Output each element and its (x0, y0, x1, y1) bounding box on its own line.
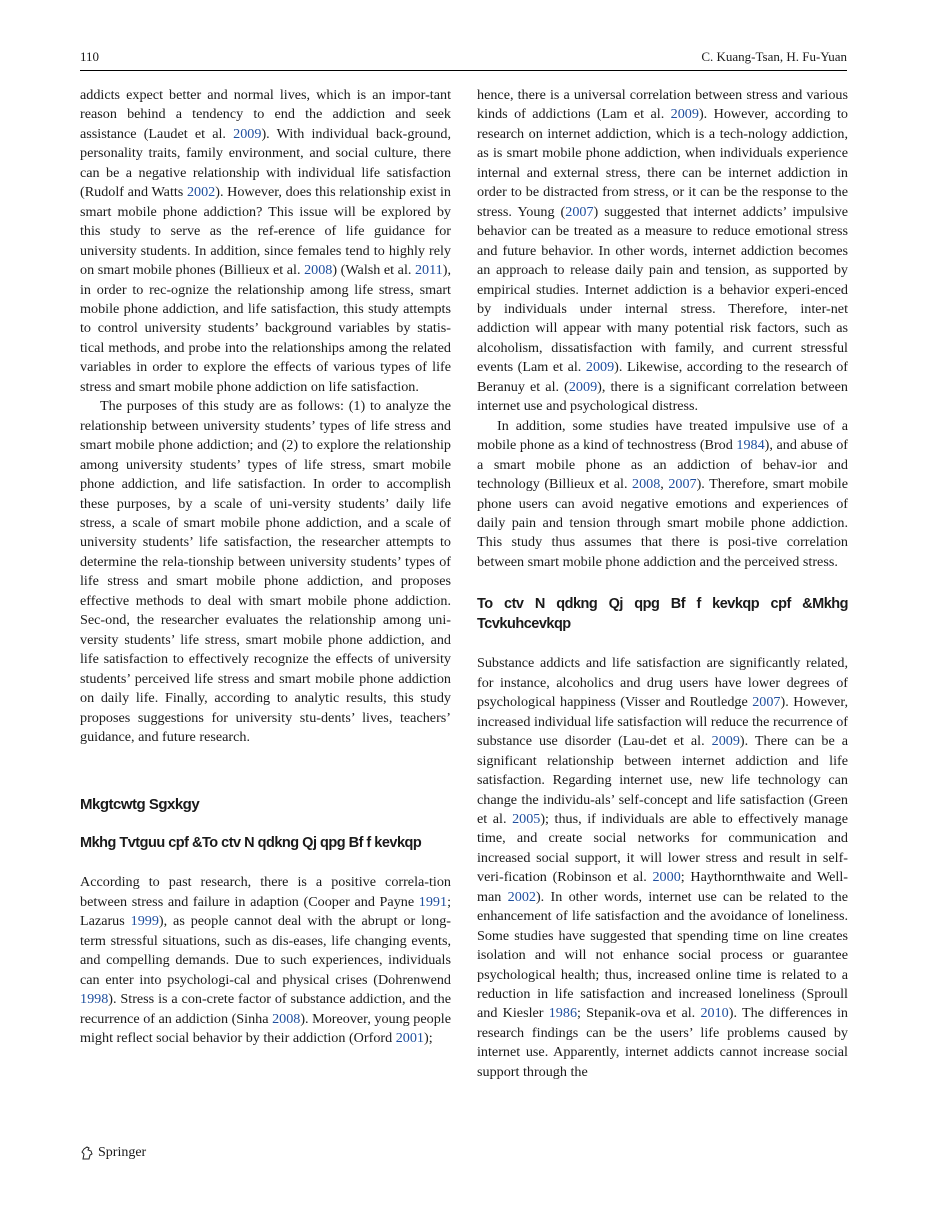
citation-link[interactable]: 2005 (512, 810, 541, 827)
paragraph (80, 397, 451, 747)
citation-link[interactable]: 2002 (507, 888, 536, 905)
citation-link[interactable]: 2010 (700, 1005, 729, 1022)
citation-link[interactable]: 2009 (233, 125, 262, 142)
right-column (477, 86, 848, 1082)
subsection-heading: To ctv N qdkng Qj qpg Bf f kevkqp cpf &Mkhg Tcvkuhcevkqp (477, 596, 848, 633)
paragraph (477, 86, 848, 417)
left-column (80, 86, 451, 1048)
citation-link[interactable]: 2011 (414, 262, 443, 279)
citation-link[interactable]: 1999 (130, 913, 159, 930)
text-run: ). Stress is a con-crete factor of substance addiction, and the recurrence of an addiction (Sinha (80, 991, 451, 1027)
text-run: ; Haythornthwaite and Well-man (477, 869, 848, 905)
paragraph (477, 654, 848, 1082)
text-run: ). With individual back-ground, personality traits, family environment, and social culture, there can be a negative relationship with individual life satisfaction (Rudolf and Watts (80, 125, 451, 201)
text-run: The purposes of this study are as follows: (1) to analyze the relationship between university students’ types of life stress and smart mobile phone addiction; and (2) to explore the relationship among university students’ types of life stress, smart mobile phone addiction, and life satisfaction. In order to accomplish these purposes, by a scale of uni-versity students’ daily life stress, a scale of smart mobile phone addiction, and a scale of university students’ life satisfaction, the researcher attempts to determine the rela-tionship between university students’ types of life stress and smart mobile phone addiction, and proposes effective methods to deal with smart mobile phone addiction. Sec-ond, the researcher evaluates the relationship among uni-versity students’ life stress, smart mobile phone addiction, and life satisfaction to effectively recognize the effects of university students’ perceived life stress and smart mobile phone addiction on daily life. Finally, according to analytic results, this study proposes suggestions for university stu-dents’ lives, teachers’ guidance, and future research. (80, 398, 451, 745)
citation-link[interactable]: 2009 (585, 359, 615, 376)
text-run: ) (Walsh et al. (332, 262, 415, 279)
citation-link[interactable]: 2007 (565, 203, 594, 220)
citation-link[interactable]: 1986 (548, 1005, 578, 1022)
text-run: ). Likewise, according to the research of Beranuy et al. ( (477, 359, 848, 395)
subsection-heading: Mkhg Tvtguu cpf &To ctv N qdkng Qj qpg Bf f kevkqp (80, 835, 422, 852)
paragraph (80, 86, 451, 397)
text-run: ); thus, if individuals are able to effectively manage time, and create social networks for communication and increased social support, it will lower stress and result in self-veri-fication (Robinson et al. (477, 810, 848, 886)
citation-link[interactable]: 2009 (711, 733, 740, 750)
text-run: ; Lazarus (80, 893, 451, 930)
text-run: ). In other words, internet use can be related to the enhancement of life satisfaction and the avoidance of loneliness. Some studies have suggested that spending time on line creates isolation and will not enhance social process or guarantee psychological health; thus, increased online time is related to a reduction in life satisfaction and increased loneliness (Sproull and Kiesler (477, 888, 848, 1022)
citation-link[interactable]: 2001 (395, 1030, 424, 1047)
text-run: In addition, some studies have treated impulsive use of a mobile phone as a kind of technostress (Brod (477, 417, 848, 454)
text-run: ). The differences in research findings can be the users’ life problems caused by internet use. Apparently, internet addicts cannot increase social support through the (477, 1005, 848, 1080)
text-run: ). However, does this relationship exist in smart mobile phone addiction? This issue will be explored by this study to serve as the ref-erence of life guidance for university students. In addition, since females tend to highly rely on smart mobile phones (Billieux et al. (80, 184, 451, 279)
text-run: According to past research, there is a positive correla-tion between stress and failure in adaption (Cooper and Payne (80, 874, 451, 910)
footer (80, 1145, 146, 1161)
text-run: ). Therefore, smart mobile phone users can avoid negative emotions and experiences of daily pain and tension through smart mobile phone addiction. This study thus assumes that there is posi-tive correlation between smart mobile phone addiction and the perceived stress. (477, 476, 848, 570)
text-run: ), there is a significant correlation between internet use and psychological distress. (477, 378, 848, 415)
citation-link[interactable]: 2002 (186, 184, 216, 201)
text-run: Substance addicts and life satisfaction are significantly related, for instance, alcoholics and drug users have lower degrees of psychological happiness (Visser and Routledge (477, 655, 848, 711)
citation-link[interactable]: 2000 (652, 869, 681, 886)
running-authors: C. Kuang-Tsan, H. Fu-Yuan (701, 49, 847, 64)
section-heading: Mkgtcwtg Sgxkgy (80, 796, 200, 814)
citation-link[interactable]: 2008 (632, 476, 661, 493)
citation-link[interactable]: 2008 (272, 1010, 301, 1027)
text-run: ). However, according to research on internet addiction, which is a tech-nology addiction, as is smart mobile phone addiction, when individuals experience internal and external stress, there can be internet addiction in order to be distracted from stress, or it can be the response to the stress. Young ( (477, 106, 848, 220)
text-run: ). Moreover, young people might reflect social behavior by their addiction (Orford (80, 1010, 451, 1047)
citation-link[interactable]: 2008 (304, 262, 333, 279)
text-run: ). There can be a significant relationship between internet addiction and life satisfaction. Regarding internet use, new life technology can change the individu-als’ self-concept and life satisfaction (Green et al. (477, 733, 848, 827)
citation-link[interactable]: 2007 (668, 476, 697, 493)
running-header (80, 48, 847, 71)
text-run: ), as people cannot deal with the abrupt or long-term stressful situations, such as dis-eases, life changing events, and compelling demands. Due to such experiences, individuals can enter into psychologi-cal and physical crises (Dohrenwend (80, 913, 451, 988)
paragraph (477, 417, 848, 573)
text-run: , (660, 476, 669, 493)
citation-link[interactable]: 1998 (80, 991, 109, 1008)
text-run: addicts expect better and normal lives, which is an impor-tant reason behind a tendency to end the addiction and seek assistance (Laudet et al. (80, 87, 451, 142)
springer-horse-icon (80, 1145, 94, 1161)
text-run: ) suggested that internet addicts’ impulsive behavior can be treated as a measure to reduce emotional stress and future behavior. In other words, internet addiction becomes an approach to release daily pain and tension, as supported by empirical studies. Internet addiction is a behavior experi-enced by individuals under internal stress. Therefore, inter-net addiction will appear with many potential risk factors, such as alcoholism, dissatisfaction with family, and current stressful events (Lam et al. (477, 203, 848, 376)
text-run: ); (423, 1030, 433, 1047)
citation-link[interactable]: 1991 (418, 893, 448, 910)
publisher-name: Springer (98, 1145, 147, 1160)
paragraph (80, 873, 451, 1048)
text-run: hence, there is a universal correlation between stress and various kinds of addictions (Lam et al. (477, 87, 848, 123)
citation-link[interactable]: 2007 (752, 694, 781, 711)
text-run: ). However, increased individual life satisfaction will reduce the recurrence of substance use disorder (Lau-det et al. (477, 694, 848, 750)
text-run: ), in order to rec-ognize the relationship among life stress, smart mobile phone addiction, and life satisfaction, this study attempts to control university students’ background variables by statis-tical methods, and probe into the relationships among the related variables in order to explore the effects of various types of life stress and smart mobile phone addiction on life satisfaction. (80, 262, 451, 395)
text-run: ; Stepanik-ova et al. (577, 1005, 701, 1022)
citation-link[interactable]: 2009 (568, 378, 598, 395)
citation-link[interactable]: 2009 (670, 106, 699, 123)
citation-link[interactable]: 1984 (736, 437, 765, 454)
page-number: 110 (80, 49, 100, 64)
text-run: ), and abuse of a smart mobile phone as an addiction of behav-ior and technology (Billieux et al. (477, 437, 848, 493)
